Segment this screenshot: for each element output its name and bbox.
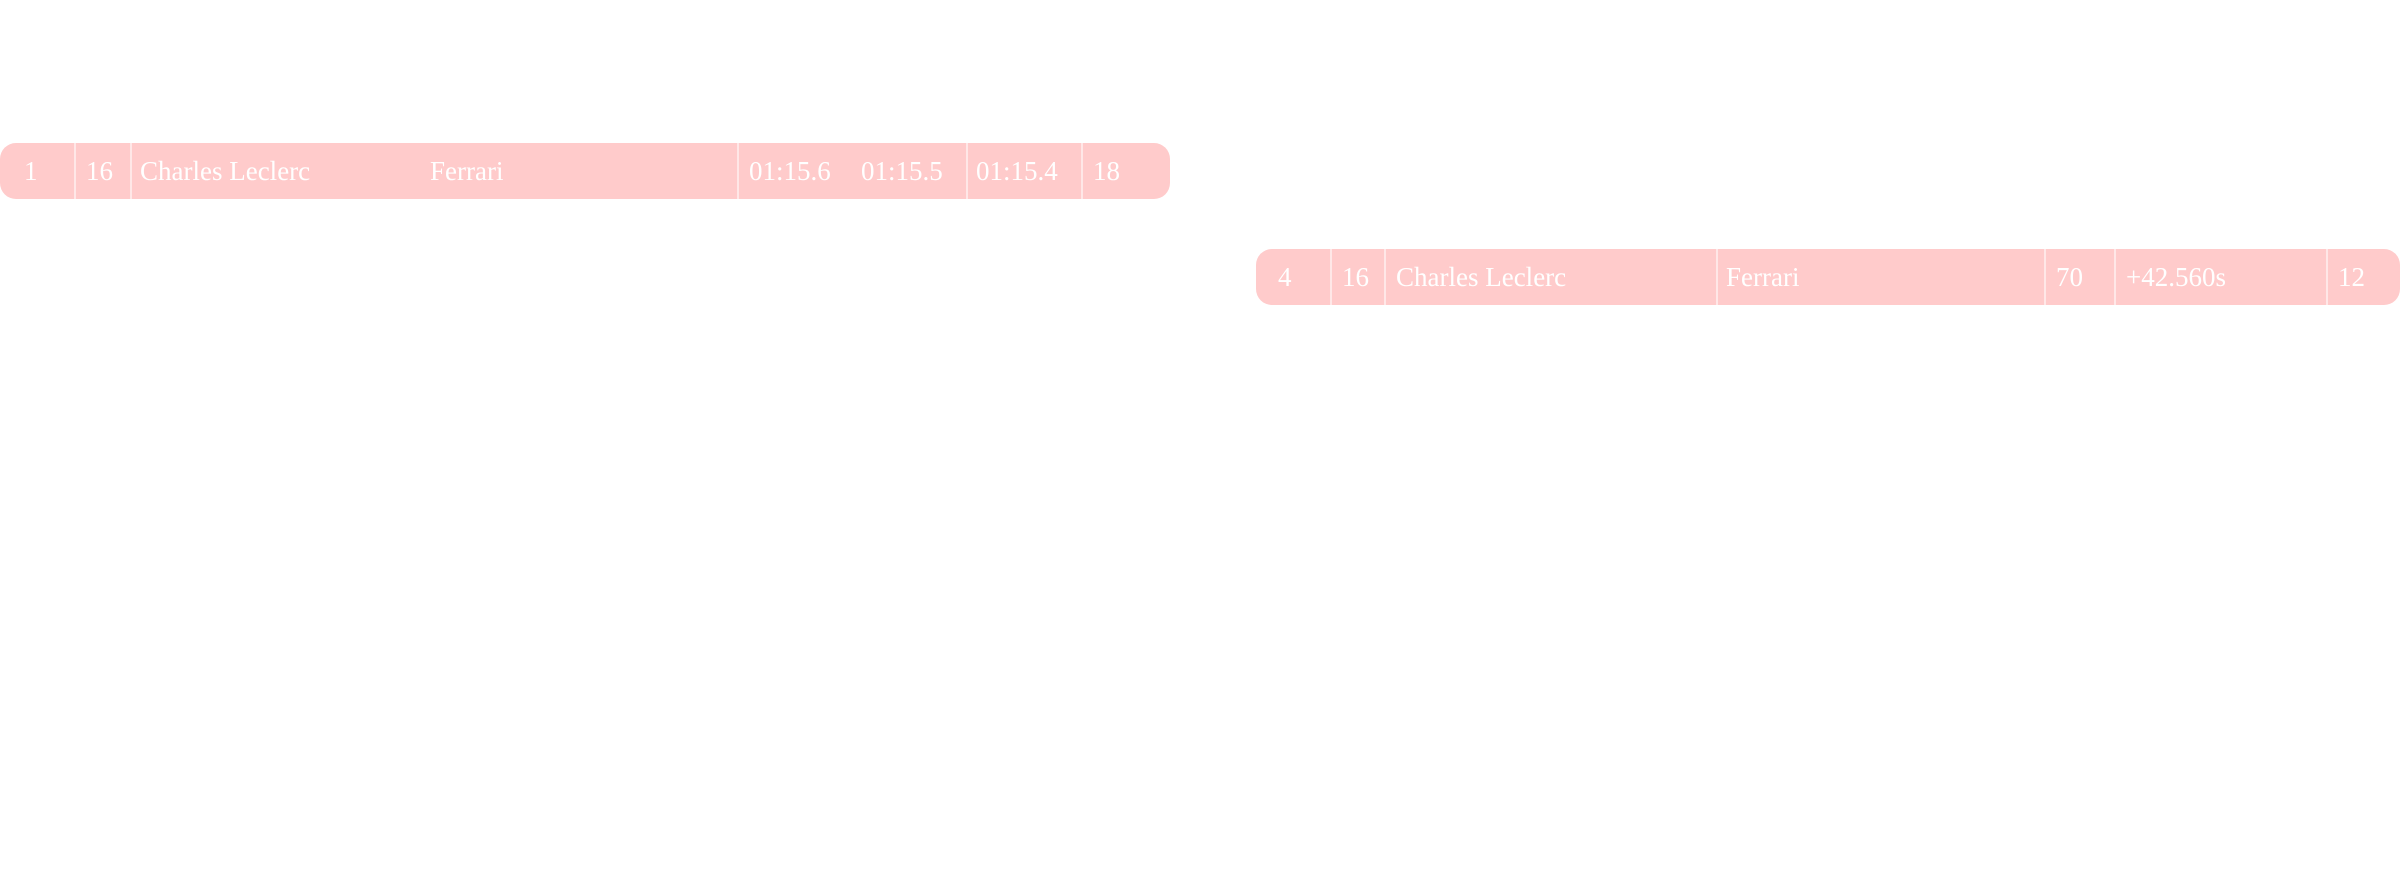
race-result-row[interactable] (1256, 249, 2400, 305)
laps-cell: 18 (1081, 143, 1170, 199)
position-cell: 4 (1278, 261, 1292, 292)
driver-name-cell: Charles Leclerc (130, 143, 420, 199)
q3-time-cell: 01:15.4 (966, 143, 1081, 199)
q2-time-cell: 01:15.5 (861, 155, 943, 186)
team-name-cell: Ferrari (1716, 249, 2044, 305)
team-name-cell: Ferrari (430, 155, 504, 186)
race-time-cell: +42.560s (2114, 249, 2326, 305)
points-cell: 12 (2326, 249, 2390, 305)
car-number-cell: 16 (1330, 249, 1384, 305)
driver-name-cell: Charles Leclerc (1384, 249, 1716, 305)
position-cell: 1 (24, 155, 38, 186)
q1-time-cell: 01:15.6 (737, 143, 851, 199)
qualifying-result-row[interactable] (0, 143, 1170, 199)
laps-cell: 70 (2044, 249, 2114, 305)
car-number-cell: 16 (74, 143, 130, 199)
